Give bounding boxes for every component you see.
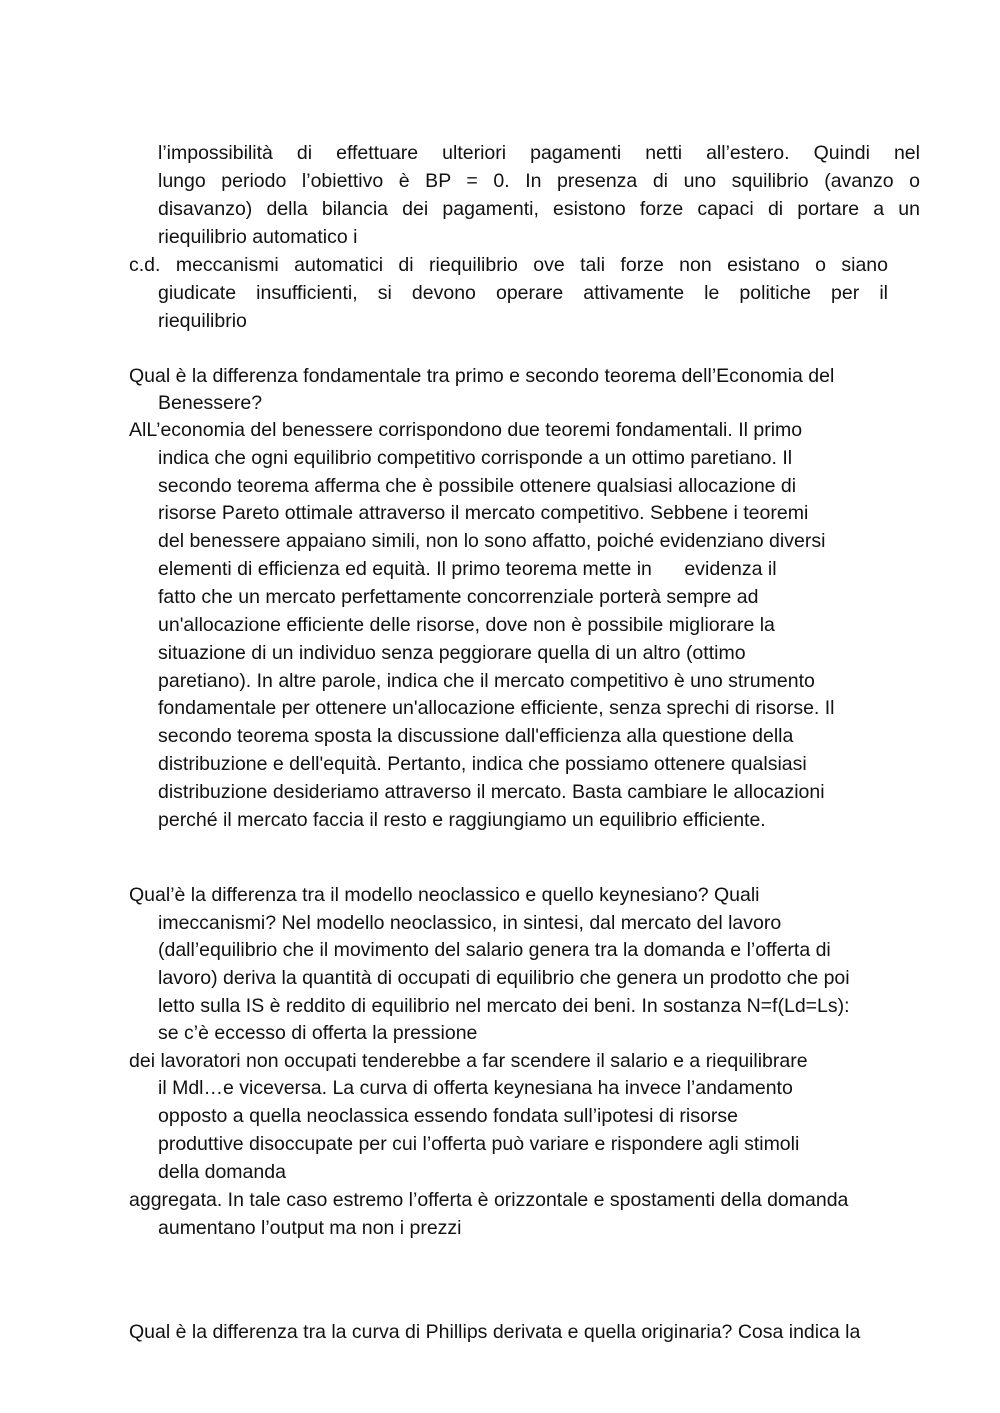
answer-line: produttive disoccupate per cui l’offerta può variare e rispondere agli stimoli [158,1133,800,1155]
answer-line: se c’è eccesso di offerta la pressione [158,1022,478,1044]
answer-line: elementi di efficienza ed equità. Il primo teorema mette in evidenza il [158,558,777,580]
question-heading: Qual’è la differenza tra il modello neoclassico e quello keynesiano? Quali [129,884,760,906]
answer-line: fatto che un mercato perfettamente concorrenziale porterà sempre ad [158,586,759,608]
answer-line: secondo teorema afferma che è possibile ottenere qualsiasi allocazione di [158,475,797,497]
answer-line: fondamentale per ottenere un'allocazione efficiente, senza sprechi di risorse. Il [158,697,835,719]
answer-line: imeccanismi? Nel modello neoclassico, in sintesi, dal mercato del lavoro [158,912,782,934]
answer-line: risorse Pareto ottimale attraverso il mercato competitivo. Sebbene i teoremi [158,502,809,524]
answer-line: secondo teorema sposta la discussione dall'efficienza alla questione della [158,725,794,747]
text-line: lungo periodo l’obiettivo è BP = 0. In presenza di uno squilibrio (avanzo o [158,170,920,192]
answer-line: del benessere appaiano simili, non lo sono affatto, poiché evidenziano diversi [158,530,826,552]
text-line: riequilibrio automatico i [158,226,358,248]
answer-line: opposto a quella neoclassica essendo fondata sull’ipotesi di risorse [158,1105,738,1127]
answer-line: AlL’economia del benessere corrispondono due teoremi fondamentali. Il primo [129,419,803,441]
question-heading: Benessere? [158,392,263,414]
answer-line: paretiano). In altre parole, indica che il mercato competitivo è uno strumento [158,670,815,692]
answer-line: il Mdl…e viceversa. La curva di offerta keynesiana ha invece l’andamento [158,1077,793,1099]
answer-line: aumentano l’output ma non i prezzi [158,1217,462,1239]
question-heading: Qual è la differenza fondamentale tra primo e secondo teorema dell’Economia del [129,365,835,387]
text-line: giudicate insufficienti, si devono operare attivamente le politiche per il [158,282,888,304]
answer-line: aggregata. In tale caso estremo l’offerta è orizzontale e spostamenti della domanda [129,1189,849,1211]
answer-line: un'allocazione efficiente delle risorse, dove non è possibile migliorare la [158,614,775,636]
answer-line: perché il mercato faccia il resto e raggiungiamo un equilibrio efficiente. [158,809,766,831]
question-heading: Qual è la differenza tra la curva di Phillips derivata e quella originaria? Cosa indica la [129,1321,861,1343]
answer-line: della domanda [158,1161,286,1183]
answer-line: (dall’equilibrio che il movimento del salario genera tra la domanda e l’offerta di [158,939,831,961]
answer-line: letto sulla IS è reddito di equilibrio nel mercato dei beni. In sostanza N=f(Ld=Ls): [158,995,850,1017]
text-line: c.d. meccanismi automatici di riequilibrio ove tali forze non esistano o siano [129,254,888,276]
answer-line: dei lavoratori non occupati tenderebbe a far scendere il salario e a riequilibrare [129,1050,808,1072]
text-line: disavanzo) della bilancia dei pagamenti, esistono forze capaci di portare a un [158,198,920,220]
answer-line: distribuzione desideriamo attraverso il mercato. Basta cambiare le allocazioni [158,781,825,803]
answer-line: distribuzione e dell'equità. Pertanto, indica che possiamo ottenere qualsiasi [158,753,807,775]
answer-line: situazione di un individuo senza peggiorare quella di un altro (ottimo [158,642,746,664]
answer-line: lavoro) deriva la quantità di occupati di equilibrio che genera un prodotto che poi [158,967,850,989]
answer-line: indica che ogni equilibrio competitivo corrisponde a un ottimo paretiano. Il [158,447,793,469]
text-line: l’impossibilità di effettuare ulteriori pagamenti netti all’estero. Quindi nel [158,142,920,164]
text-line: riequilibrio [158,310,247,332]
